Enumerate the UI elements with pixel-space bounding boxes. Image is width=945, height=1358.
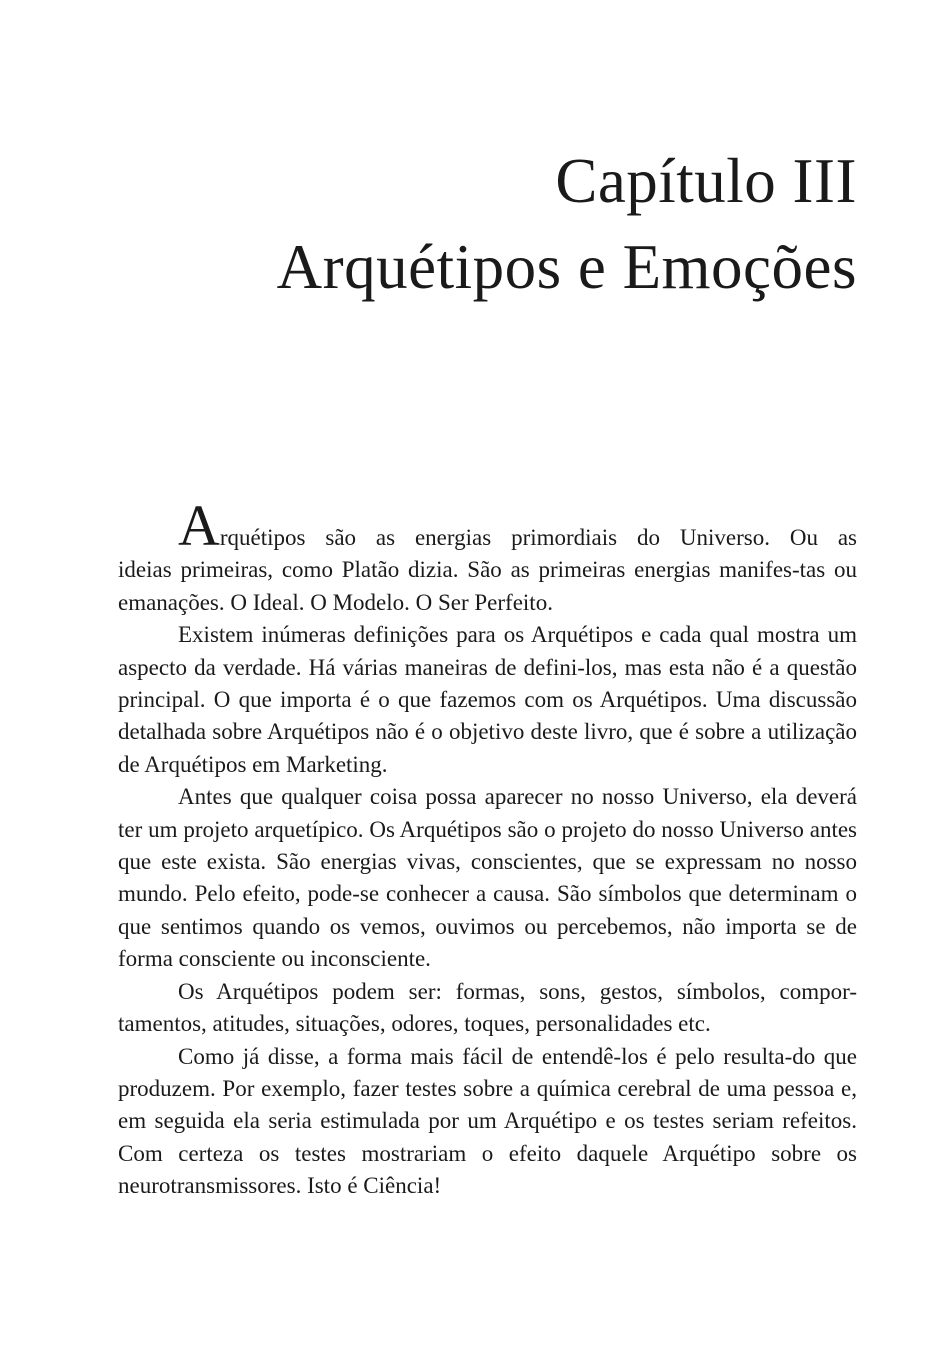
paragraph-1-lead-text: rquétipos são as energias primordiais do Universo. Ou as [219,525,857,550]
chapter-heading [277,138,857,310]
paragraph-1-lead [118,493,857,558]
paragraph-1 [118,493,857,619]
chapter-number: Capítulo III [555,146,857,216]
paragraph-3: Antes que qualquer coisa possa aparecer no nosso Universo, ela deverá ter um projeto arquetípico. Os Arquétipos são o projeto do nosso Universo antes que este exista. São energias vivas, conscientes, que se expressam no nosso mundo. Pelo efeito, pode-se conhecer a causa. São símbolos que determinam o que sentimos quando os vemos, ouvimos ou percebemos, não importa se de forma consciente ou inconsciente. [118,784,857,972]
chapter-title: Arquétipos e Emoções [276,232,857,302]
drop-cap: A [178,493,220,558]
paragraph-2: Existem inúmeras definições para os Arquétipos e cada qual mostra um aspecto da verdade. Há várias maneiras de defini-los, mas esta não é a questão principal. O que importa é o que fazemos com os Arquétipos. Uma discussão detalhada sobre Arquétipos não é o objetivo deste livro, que é sobre a utilização de Arquétipos em Marketing. [118,622,857,777]
paragraph-1-rest: ideias primeiras, como Platão dizia. São as primeiras energias manifes-tas ou emanações. O Ideal. O Modelo. O Ser Perfeito. [118,557,857,615]
paragraph-4: Os Arquétipos podem ser: formas, sons, gestos, símbolos, compor-tamentos, atitudes, situações, odores, toques, personalidades etc. [118,978,857,1037]
body-text [118,493,857,1203]
paragraph-5: Como já disse, a forma mais fácil de entendê-los é pelo resulta-do que produzem. Por exemplo, fazer testes sobre a química cerebral de uma pessoa e, em seguida ela seria estimulada por um Arquétipo e os testes seriam refeitos. Com certeza os testes mostrariam o efeito daquele Arquétipo sobre os neurotransmissores. Isto é Ciência! [118,1043,857,1199]
